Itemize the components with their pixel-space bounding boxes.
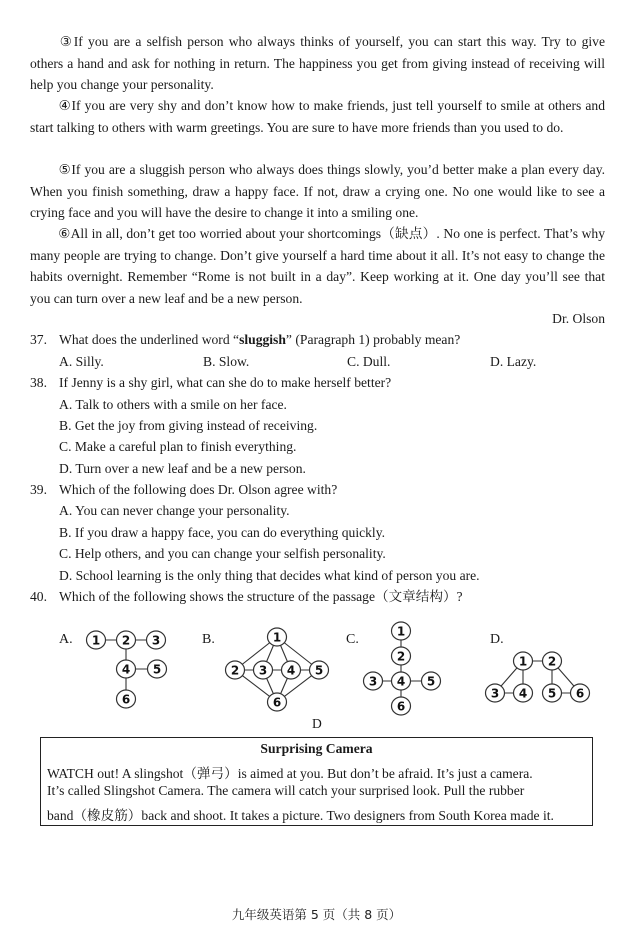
question-38: 38. If Jenny is a shy girl, what can she do to make herself better? <box>30 375 392 390</box>
q38-option-c[interactable]: C. Make a careful plan to finish everything. <box>59 439 297 454</box>
paragraph-marker: ⑤ <box>58 162 72 177</box>
diagram-node-label: 1 <box>91 633 101 648</box>
diagram-node-label: 4 <box>396 674 406 689</box>
q39-option-d[interactable]: D. School learning is the only thing that decides what kind of person you are. <box>59 568 480 583</box>
question-39: 39. Which of the following does Dr. Olson agree with? <box>30 482 338 497</box>
diagram-node-label: 6 <box>575 686 585 701</box>
section-d-line-3: band（橡皮筋）back and shoot. It takes a picture. Two designers from South Korea made it. <box>47 808 554 823</box>
q37-option-c[interactable]: C. Dull. <box>347 354 391 369</box>
page-footer: 九年级英语第 5 页（共 8 页） <box>231 907 402 922</box>
diagram-node-label: 3 <box>258 663 268 678</box>
question-number: 38. <box>30 375 47 390</box>
question-40: 40. Which of the following shows the structure of the passage（文章结构）? <box>30 589 463 604</box>
diagram-node-label: 6 <box>272 695 282 710</box>
paragraph-text: If you are very shy and don’t know how to make friends, just tell yourself to smile at others and start talking to others with warm greetings. You are sure to have more friends than you used to do. <box>30 98 605 135</box>
q39-option-b[interactable]: B. If you draw a happy face, you can do everything quickly. <box>59 525 386 540</box>
diagram-node-label: 3 <box>490 686 500 701</box>
question-number: 39. <box>30 482 47 497</box>
diagram-node-label: 1 <box>518 654 528 669</box>
q40-option-c-label[interactable]: C. <box>346 632 359 647</box>
question-number: 37. <box>30 332 47 347</box>
q40-option-a-label[interactable]: A. <box>59 632 73 647</box>
diagram-node-label: 1 <box>396 624 406 639</box>
diagram-node-label: 5 <box>547 686 557 701</box>
diagram-node-label: 5 <box>152 662 162 677</box>
diagram-option-c[interactable] <box>364 622 441 715</box>
section-d-title: Surprising Camera <box>260 741 373 756</box>
q38-option-d[interactable]: D. Turn over a new leaf and be a new person. <box>59 461 306 476</box>
q37-option-d[interactable]: D. Lazy. <box>490 354 537 369</box>
diagram-node-label: 4 <box>286 663 296 678</box>
diagram-option-a[interactable] <box>87 631 167 708</box>
diagram-node-label: 2 <box>230 663 240 678</box>
diagram-node-label: 4 <box>518 686 528 701</box>
diagram-node-label: 6 <box>121 692 131 707</box>
diagram-node-label: 2 <box>547 654 557 669</box>
diagram-node-label: 4 <box>121 662 131 677</box>
section-d-box <box>40 737 593 826</box>
diagram-node-label: 5 <box>314 663 324 678</box>
q39-option-a[interactable]: A. You can never change your personality. <box>59 503 290 518</box>
diagram-node-label: 3 <box>368 674 378 689</box>
question-37: 37. What does the underlined word “sluggish” (Paragraph 1) probably mean? <box>30 332 461 347</box>
paragraph-marker: ④ <box>58 98 72 113</box>
q37-option-a[interactable]: A. Silly. <box>59 354 104 369</box>
diagram-node-label: 5 <box>426 674 436 689</box>
diagram-node-label: 2 <box>121 633 131 648</box>
paragraph-text: If you are a sluggish person who always does things slowly, you’d better make a plan every day. When you finish something, draw a happy face. If not, draw a crying one. No one would like to see a crying face and you will have the desire to change it into a smiling one. <box>30 162 606 220</box>
q38-option-a[interactable]: A. Talk to others with a smile on her face. <box>59 397 287 412</box>
paragraph-marker: ③ <box>58 34 74 49</box>
diagram-node-label: 1 <box>272 630 282 645</box>
diagram-option-b[interactable] <box>226 628 329 711</box>
q40-option-b-label[interactable]: B. <box>202 632 215 647</box>
q37-option-b[interactable]: B. Slow. <box>203 354 250 369</box>
author-signature: Dr. Olson <box>552 311 605 326</box>
diagram-node-label: 6 <box>396 699 406 714</box>
q38-option-b[interactable]: B. Get the joy from giving instead of receiving. <box>59 418 318 433</box>
section-d-label: D <box>312 716 322 731</box>
section-d-line-1: WATCH out! A slingshot（弹弓）is aimed at you. But don’t be afraid. It’s just a camera. <box>47 766 533 781</box>
q40-option-d-label[interactable]: D. <box>490 632 504 647</box>
diagram-option-d[interactable] <box>486 652 590 702</box>
paragraph-text: All in all, don’t get too worried about your shortcomings（缺点）. No one is perfect. That’s why many people are trying to change. Don’t give yourself a hard time about it all. It’s not easy to change the habits overnight. Remember “Rome is not built in a day”. Keep working at it. One day you’ll see that you can turn over a new leaf and be a new person. <box>30 226 606 306</box>
paragraph-text: If you are a selfish person who always thinks of yourself, you can start this way. Try to give others a hand and ask for nothing in return. The happiness you get from giving instead of receiving will help you change your personality. <box>30 34 606 92</box>
q39-option-c[interactable]: C. Help others, and you can change your selfish personality. <box>59 546 386 561</box>
diagram-node-label: 2 <box>396 649 406 664</box>
question-number: 40. <box>30 589 47 604</box>
section-d-line-2: It’s called Slingshot Camera. The camera will catch your surprised look. Pull the rubber <box>47 783 525 798</box>
underlined-word: sluggish <box>239 332 286 347</box>
diagram-node-label: 3 <box>151 633 161 648</box>
paragraph-marker: ⑥ <box>58 226 71 241</box>
